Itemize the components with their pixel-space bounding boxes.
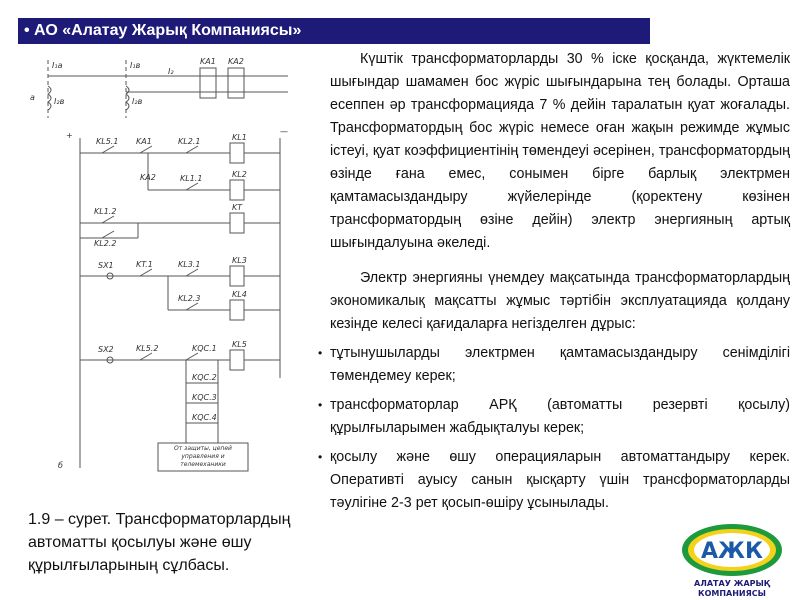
label-kl3: KL3 bbox=[232, 256, 247, 265]
label-kl2: KL2 bbox=[232, 170, 247, 179]
label-kl31: KL3.1 bbox=[178, 260, 201, 269]
list-item: • трансформаторлар АРҚ (автоматты резервті қосылу) құрылғыларымен жабдықталуы керек; bbox=[318, 394, 790, 440]
label-kl22: KL2.2 bbox=[94, 239, 117, 248]
label-i1v: I₁в bbox=[130, 61, 141, 70]
paragraph-2: Электр энергияны үнемдеу мақсатында трансформаторлардың экономикалық мақсатты жұмыс тәртібін эксплуатацияда қолдану кезінде келесі қағидаларға негізделген дұрыс: bbox=[330, 270, 790, 332]
label-kqc1: KQC.1 bbox=[192, 344, 217, 353]
label-plus: + bbox=[66, 131, 73, 140]
label-i2: I₂ bbox=[168, 67, 174, 76]
paragraph-1: Күштік трансформаторларды 30 % іске қосқанда, жүктемелік шығындар шамамен бос жүріс шығындарына тең болады. Орташа есеппен әр трансформацияда 7 % дейін таралатын қуат жоғалады. Трансформатордың бос жүріс немесе оған жақын режимде жұмыс істеуі, қуат коэффициентінің төмендеуі әсерінен, трансформатордың өзінде ғана емес, сонымен бірге барлық электрмен қамтамасыздандыру жүйелерінде (қоректену көзінен трансформатордың өзіне дейін) электр энергияның артық шығындалуына әкеледі. bbox=[330, 51, 790, 251]
label-b: б bbox=[58, 461, 63, 470]
label-ka1: KA1 bbox=[136, 137, 152, 146]
label-kqc4: KQC.4 bbox=[192, 413, 217, 422]
company-logo bbox=[678, 522, 786, 598]
circuit-diagram bbox=[18, 48, 308, 488]
label-kqc3: KQC.3 bbox=[192, 393, 217, 402]
label-kl1: KL1 bbox=[232, 133, 247, 142]
label-kl4: KL4 bbox=[232, 290, 247, 299]
label-ka2: KA2 bbox=[140, 173, 156, 182]
label-minus: — bbox=[280, 127, 288, 136]
label-sx2: SX2 bbox=[98, 345, 114, 354]
label-kl11: KL1.1 bbox=[180, 174, 203, 183]
label-ka1-top: KA1 bbox=[200, 57, 216, 66]
label-kl51: KL5.1 bbox=[96, 137, 119, 146]
bullet-list bbox=[318, 342, 790, 515]
logo-line-2: КОМПАНИЯСЫ bbox=[698, 589, 766, 598]
label-kt: KT bbox=[232, 203, 243, 212]
label-kt1: KT.1 bbox=[136, 260, 153, 269]
label-i2v: I₂в bbox=[132, 97, 143, 106]
main-text bbox=[318, 48, 790, 521]
logo-line-1: АЛАТАУ ЖАРЫҚ bbox=[694, 579, 770, 588]
label-kl12: KL1.2 bbox=[94, 207, 117, 216]
label-i2a: I₂в bbox=[54, 97, 65, 106]
label-kl5: KL5 bbox=[232, 340, 247, 349]
label-kl21: KL2.1 bbox=[178, 137, 201, 146]
label-sx1: SX1 bbox=[98, 261, 114, 270]
label-kl23: KL2.3 bbox=[178, 294, 201, 303]
label-ka2-top: KA2 bbox=[228, 57, 244, 66]
label-kqc2: KQC.2 bbox=[192, 373, 217, 382]
bullet-icon: • bbox=[318, 398, 323, 412]
bullet-icon: • bbox=[318, 346, 323, 360]
list-item: • қосылу және өшу операцияларын автоматтандыру керек. Оперативті ауысу санын қысқарту үшін трансформаторларды тәулігіне 2-3 рет қосып-өшіру ұсынылады. bbox=[318, 446, 790, 515]
label-kl52: KL5.2 bbox=[136, 344, 159, 353]
diagram-note: От защиты, цепей управления и телемеханики bbox=[174, 445, 232, 468]
page-title: • АО «Алатау Жарық Компаниясы» bbox=[18, 18, 650, 44]
list-item: • тұтынушыларды электрмен қамтамасыздандыру сенімділігі төмендемеу керек; bbox=[318, 342, 790, 388]
label-a: а bbox=[30, 93, 35, 102]
figure-caption: 1.9 – сурет. Трансформаторлардың автоматты қосылуы және өшу құрылғыларының сұлбасы. bbox=[28, 511, 291, 574]
label-i1a: I₁а bbox=[52, 61, 63, 70]
circuit-diagram-svg bbox=[18, 48, 308, 488]
logo-letters: АЖК bbox=[701, 539, 763, 564]
bullet-icon: • bbox=[318, 450, 323, 464]
